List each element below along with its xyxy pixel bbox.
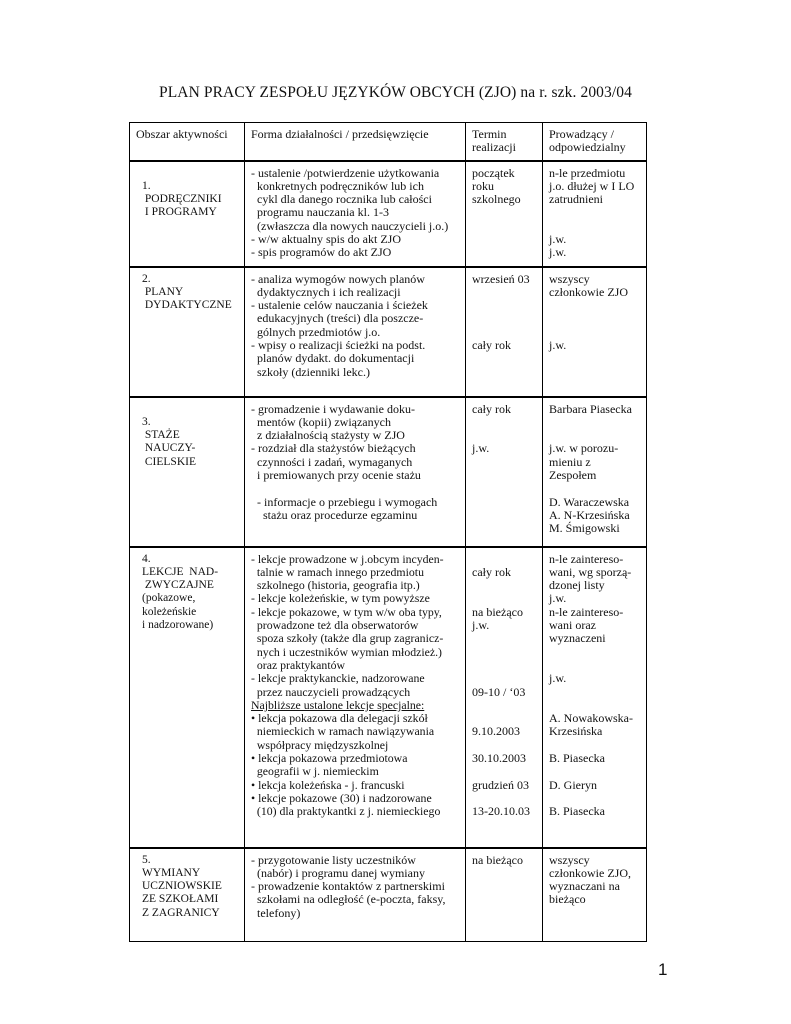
text-line: 1. [142,179,151,192]
text-line [472,592,536,605]
forma-cell [244,849,465,941]
text-line: 09-10 / ‘03 [472,684,526,699]
text-line: Obszar aktywności [136,127,228,141]
text-line [472,553,536,566]
text-line: NAUCZY- [142,442,196,455]
text-line: (10) dla praktykantki z j. niemieckiego [251,804,441,819]
table-row [130,266,646,396]
text-line [472,739,536,752]
text-line [472,326,536,339]
text-line: wszyscy [549,271,590,286]
text-line: j.w. [549,671,567,686]
table-row [130,160,646,266]
text-line [472,429,536,442]
text-line: - informacje o przebiegu i wymogach [251,494,438,509]
text-line: cały rok [472,338,511,353]
text-line [549,206,640,219]
text-line: geografii w j. niemieckim [251,764,379,779]
text-line [549,646,640,659]
text-line: - lekcje koleżeńskie, w tym powyższe [251,591,430,606]
text-line: Zespołem [549,468,597,483]
text-line: - rozdział dla stażystów bieżących [251,441,416,456]
area-cell [130,268,244,396]
text-line: I PROGRAMY [142,206,217,219]
text-line: szkolnego [472,192,521,207]
document-title: PLAN PRACY ZESPOŁU JĘZYKÓW OBCYCH (ZJO) na r. szk. 2003/04 [159,84,632,101]
text-line: szkołami na odległość (e-poczta, faksy, [251,892,446,907]
text-line: 9.10.2003 [472,724,520,739]
text-line: niemieckich w ramach nawiązywania [251,724,435,739]
text-line: prowadzone też dla obserwatorów [251,618,419,633]
text-line: A. Nowakowska- [549,711,633,726]
text-line: Krzesińska [549,724,603,739]
text-line: spoza szkoły (także dla grup zagranicz- [251,631,444,646]
text-line [472,646,536,659]
text-line: zatrudnieni [549,192,603,207]
text-line: - lekcje praktykanckie, nadzorowane [251,671,425,686]
text-line: CIELSKIE [142,455,196,468]
text-line: - w/w aktualny spis do akt ZJO [251,232,401,247]
text-line: bieżąco [549,892,586,907]
text-line: j.w. w porozu- [549,441,619,456]
text-line: edukacyjnych (treści) dla poszcze- [251,311,424,326]
text-line: Barbara Piasecka [549,401,632,416]
text-line: 30.10.2003 [472,751,526,766]
text-line: PODRĘCZNIKI [142,193,222,206]
header-termin [465,123,542,160]
forma-cell [244,548,465,847]
text-line [549,482,640,495]
text-line: - gromadzenie i wydawanie doku- [251,401,415,416]
text-line: PLANY [142,285,184,298]
text-line [549,739,640,752]
text-line: 4. [142,552,151,565]
text-line: mieniu z [549,454,591,469]
text-line: wyznaczeni [549,631,606,646]
text-line [549,299,640,312]
text-line: programu nauczania kl. 1-3 [251,205,389,220]
text-line: telefony) [251,905,301,920]
plan-table [129,122,647,942]
text-line: oraz praktykantów [251,657,346,672]
termin-cell [465,548,542,847]
text-line: D. Gieryn [549,777,597,792]
area-cell [130,398,244,546]
area-cell [130,162,244,266]
text-line [472,672,536,685]
text-line [472,792,536,805]
text-line: - wpisy o realizacji ścieżki na podst. [251,338,426,353]
text-line: • lekcja pokazowa dla delegacji szkół [251,711,428,726]
text-line: - ustalenie /potwierdzenie użytkowania [251,165,440,180]
text-line [549,686,640,699]
text-line: cały rok [472,401,511,416]
text-line: planów dydakt. do dokumentacji [251,351,415,366]
text-line: j.w. [472,618,490,633]
text-line [472,699,536,712]
text-line: członkowie ZJO [549,284,628,299]
text-line: nych i uczestników wymian młodzież.) [251,644,442,659]
forma-cell [244,398,465,546]
text-line: - lekcje pokazowe, w tym w/w oba typy, [251,604,442,619]
text-line [472,659,536,672]
text-line: - lekcje prowadzone w j.obcym incyden- [251,551,444,566]
text-line [472,416,536,429]
text-line: B. Piasecka [549,804,605,819]
prowadzacy-cell [542,398,646,546]
text-line: dydaktycznych i ich realizacji [251,284,401,299]
text-line: Z ZAGRANICY [142,906,220,919]
text-line: wyznaczani na [549,879,620,894]
text-line: roku [472,178,494,193]
text-line: szkolnego (historia, geografia itp.) [251,578,420,593]
text-line [472,579,536,592]
text-line: j.w. [472,441,490,456]
text-line: STAŻE [142,429,180,442]
text-line: czynności i zadań, wymaganych [251,454,413,469]
text-line [549,312,640,325]
text-line: j.w. [549,338,567,353]
text-line: wani oraz [549,618,596,633]
text-line: szkoły (dzienniki lekc.) [251,364,370,379]
header-area [130,123,244,160]
text-line: n-le zaintereso- [549,604,624,619]
text-line: grudzień 03 [472,777,529,792]
text-line [549,765,640,778]
forma-cell [244,162,465,266]
text-line: początek [472,165,515,180]
text-line: (nabór) i programu danej wymiany [251,865,425,880]
text-line: - analiza wymogów nowych planów [251,271,425,286]
text-line: Termin [472,127,507,141]
text-line: talnie w ramach innego przedmiotu [251,564,424,579]
text-line: WYMIANY [142,866,201,879]
text-line: ZE SZKOŁAMI [142,893,219,906]
text-line [549,429,640,442]
text-line: cykl dla danego rocznika lub całości [251,192,432,207]
text-line: 5. [142,853,151,866]
text-line: z działalnością stażysty w ZJO [251,428,405,443]
text-line [472,299,536,312]
text-line: j.w. [549,232,567,247]
text-line: M. Śmigowski [549,521,620,536]
text-line: LEKCJE NAD- [142,565,219,578]
text-line: koleżeńskie [142,605,197,618]
text-line [472,765,536,778]
forma-cell [244,268,465,396]
table-row [130,546,646,847]
text-line: cały rok [472,564,511,579]
text-line: j.w. [549,245,567,260]
text-line: wani, wg sporzą- [549,564,632,579]
text-line [549,659,640,672]
text-line: przez nauczycieli prowadzących [251,684,411,699]
prowadzacy-cell [542,548,646,847]
text-line: na bieżąco [472,604,523,619]
text-line: (pokazowe, [142,592,196,605]
prowadzacy-cell [542,268,646,396]
text-line: odpowiedzialny [549,140,626,155]
text-line: współpracy międzyszkolnej [251,737,389,752]
text-line: j.w. [549,591,567,606]
text-line: Forma działalności / przedsięwzięcie [251,127,429,141]
text-line: A. N-Krzesińska [549,507,630,522]
text-line: Najbliższe ustalone lekcje specjalne: [251,697,425,712]
text-line [472,632,536,645]
text-line [549,220,640,233]
table-row [130,847,646,941]
text-line: - przygotowanie listy uczestników [251,852,416,867]
text-line: n-le przedmiotu [549,165,626,180]
termin-cell [465,849,542,941]
text-line: 3. [142,415,151,428]
text-line: dzonej listy [549,578,605,593]
text-line: B. Piasecka [549,751,605,766]
text-line: - ustalenie celów nauczania i ścieżek [251,298,428,313]
text-line: realizacji [472,140,516,155]
text-line [472,312,536,325]
termin-cell [465,398,542,546]
text-line: wszyscy [549,852,590,867]
termin-cell [465,162,542,266]
page-number: 1 [658,960,668,979]
text-line: na bieżąco [472,852,523,867]
text-line: • lekcja koleżeńska - j. francuski [251,777,405,792]
text-line: • lekcja pokazowa przedmiotowa [251,751,408,766]
termin-cell [465,268,542,396]
text-line: 2. [142,272,151,285]
text-line: • lekcje pokazowe (30) i nadzorowane [251,790,432,805]
text-line: konkretnych podręczników lub ich [251,178,424,193]
text-line: wrzesień 03 [472,271,530,286]
text-line: n-le zaintereso- [549,551,624,566]
text-line: i nadzorowane) [142,619,214,632]
text-line: gólnych przedmiotów j.o. [251,324,381,339]
text-line: i premiowanych przy ocenie stażu [251,468,421,483]
text-line: stażu oraz procedurze egzaminu [251,507,418,522]
text-line: Prowadzący / [549,127,614,141]
text-line: UCZNIOWSKIE [142,880,222,893]
header-forma [244,123,465,160]
text-line: ZWYCZAJNE [142,579,214,592]
text-line: mentów (kopii) związanych [251,414,391,429]
text-line [472,286,536,299]
text-line: 13-20.10.03 [472,804,530,819]
text-line: (zwłaszcza dla nowych nauczycieli j.o.) [251,218,449,233]
text-line [549,416,640,429]
text-line [251,482,459,495]
prowadzacy-cell [542,162,646,266]
text-line [549,699,640,712]
text-line [549,326,640,339]
prowadzacy-cell [542,849,646,941]
text-line [136,403,238,416]
text-line: - prowadzenie kontaktów z partnerskimi [251,879,445,894]
table-header-row [130,123,646,160]
area-cell [130,548,244,847]
text-line [136,167,238,180]
table-row [130,396,646,546]
text-line: j.o. dłużej w I LO [549,178,635,193]
text-line: członkowie ZJO, [549,865,631,880]
text-line: - spis programów do akt ZJO [251,245,392,260]
area-cell [130,849,244,941]
text-line: DYDAKTYCZNE [142,299,232,312]
header-prowadzacy [542,123,646,160]
text-line [549,792,640,805]
text-line [472,712,536,725]
text-line: D. Waraczewska [549,494,630,509]
